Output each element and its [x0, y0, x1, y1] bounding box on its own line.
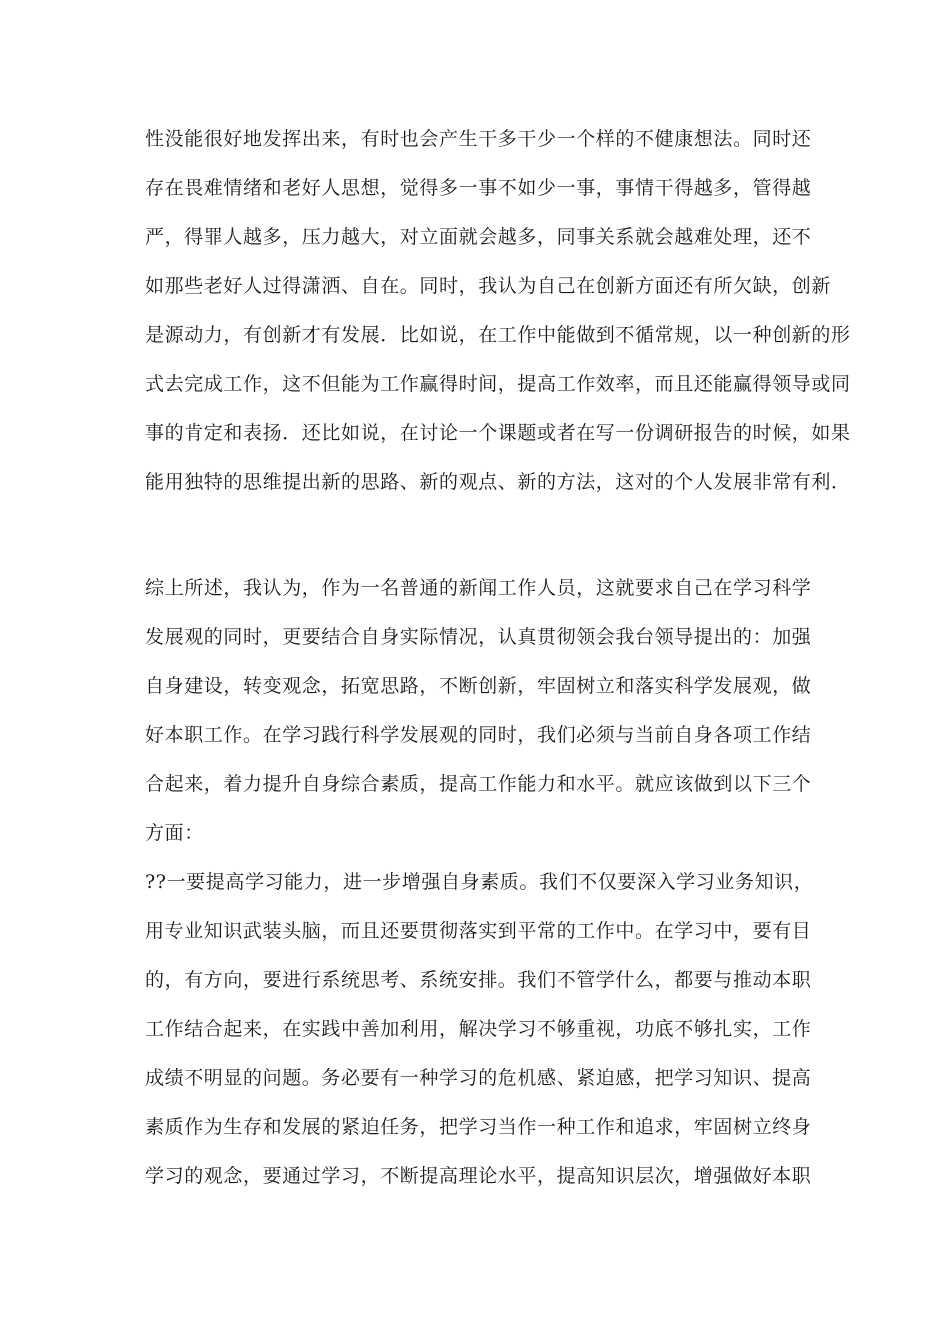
text-line: 存在畏难情绪和老好人思想，觉得多一事不如少一事，事情干得越多，管得越 [145, 177, 812, 199]
text-line: 工作结合起来，在实践中善加利用，解决学习不够重视，功底不够扎实，工作 [145, 1018, 812, 1040]
text-line: 事的肯定和表扬．还比如说，在讨论一个课题或者在写一份调研报告的时候，如果 [145, 422, 851, 444]
text-line: 如那些老好人过得潇洒、自在。同时，我认为自己在创新方面还有所欠缺，创新 [145, 275, 832, 297]
text-line: 严，得罪人越多，压力越大，对立面就会越多，同事关系就会越难处理，还不 [145, 226, 812, 248]
text-line: 自身建设，转变观念，拓宽思路，不断创新，牢固树立和落实科学发展观，做 [145, 675, 812, 697]
text-line: 方面： [145, 822, 204, 844]
text-line: ??一要提高学习能力，进一步增强自身素质。我们不仅要深入学习业务知识， [145, 871, 814, 893]
text-line: 学习的观念，要通过学习，不断提高理论水平，提高知识层次，增强做好本职 [145, 1165, 812, 1187]
text-line: 成绩不明显的问题。务必要有一种学习的危机感、紧迫感，把学习知识、提高 [145, 1067, 812, 1089]
text-line: 能用独特的思维提出新的思路、新的观点、新的方法，这对的个人发展非常有利． [145, 471, 851, 493]
text-line: 素质作为生存和发展的紧迫任务，把学习当作一种工作和追求，牢固树立终身 [145, 1116, 812, 1138]
text-line: 性没能很好地发挥出来，有时也会产生干多干少一个样的不健康想法。同时还 [145, 128, 812, 150]
text-line: 的，有方向，要进行系统思考、系统安排。我们不管学什么，都要与推动本职 [145, 969, 812, 991]
text-line: 好本职工作。在学习践行科学发展观的同时，我们必须与当前自身各项工作结 [145, 724, 812, 746]
text-line: 是源动力，有创新才有发展．比如说，在工作中能做到不循常规，以一种创新的形 [145, 324, 851, 346]
text-line: 合起来，着力提升自身综合素质，提高工作能力和水平。就应该做到以下三个 [145, 773, 812, 795]
text-line: 综上所述，我认为，作为一名普通的新闻工作人员，这就要求自己在学习科学 [145, 577, 812, 599]
text-line: 式去完成工作，这不但能为工作赢得时间，提高工作效率，而且还能赢得领导或同 [145, 373, 851, 395]
text-line: 发展观的同时，更要结合自身实际情况，认真贯彻领会我台领导提出的：加强 [145, 626, 812, 648]
text-line: 用专业知识武装头脑，而且还要贯彻落实到平常的工作中。在学习中，要有目 [145, 920, 812, 942]
